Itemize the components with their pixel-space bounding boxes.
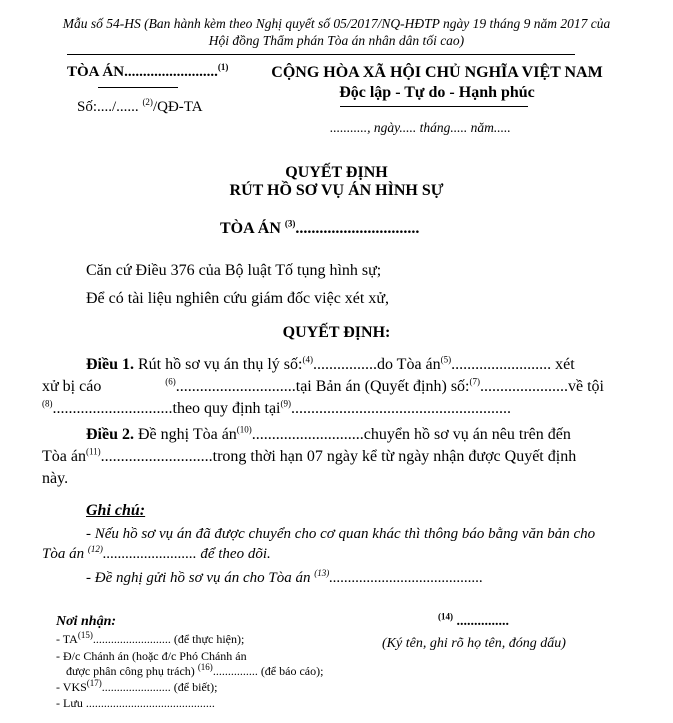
note-1-line-1: - Nếu hồ sơ vụ án đã được chuyển cho cơ quan khác thì thông báo bằng văn bản cho — [86, 526, 596, 542]
form-reference-line-1: Mẫu số 54-HS (Ban hành kèm theo Nghị quyết số 05/2017/NQ-HĐTP ngày 19 tháng 9 năm 2017 của — [62, 16, 611, 31]
issuing-court: TÒA ÁN $^{(3)}$............................... — [220, 218, 420, 237]
motto-underline — [340, 106, 528, 107]
recipient-chief-justice-line-1: - Đ/c Chánh án (hoặc đ/c Phó Chánh án — [56, 649, 247, 663]
article-2-line-1: Điều 2. Đề nghị Tòa $án^{(10)}............................chuyển$ hồ sơ vụ án nêu trên đến — [86, 424, 571, 443]
recipients-title: Nơi nhận: — [56, 614, 117, 629]
recipient-chief-justice-line-2: được phân công phụ trách) $^{(16)}$............... (để báo cáo); — [66, 662, 324, 678]
article-1-line-1: Điều 1. Rút hồ sơ vụ án thụ lý số:$^{(4)}$................do Tòa $án^{(5)}$......................... xét — [86, 354, 575, 373]
national-title: CỘNG HÒA XÃ HỘI CHỦ NGHĨA VIỆT NAM — [271, 64, 603, 81]
recipient-procuracy: - VKS$^{(17)}$....................... (để biết); — [56, 678, 218, 694]
signer-title: $^{(14)}$ ............... — [438, 611, 509, 629]
recipient-court: - TA$^{(15)}$.......................... (để thực hiện); — [56, 630, 245, 646]
decision-subtitle: RÚT HỒ SƠ VỤ ÁN HÌNH SỰ — [229, 182, 444, 199]
basis-line-2: Để có tài liệu nghiên cứu giám đốc việc xét xử, — [86, 290, 390, 307]
article-2-line-2: Tòa $án^{(11)}............................trong$ thời hạn 07 ngày kể từ ngày nhận được Quyết định — [42, 446, 577, 465]
signature-instruction: (Ký tên, ghi rõ họ tên, đóng dấu) — [382, 636, 566, 651]
court-underline — [98, 87, 178, 88]
article-1-line-3: $^{(8)}$..............................theo quy định tại$^{(9)}$....................................................... — [42, 398, 511, 417]
decision-title: QUYẾT ĐỊNH — [285, 164, 388, 181]
basis-line-1: Căn cứ Điều 376 của Bộ luật Tố tụng hình sự; — [86, 262, 382, 279]
article-2-line-3: này. — [42, 470, 69, 487]
header-divider — [67, 54, 575, 55]
note-1-line-2: Tòa án $^{(12)}$......................... để theo dõi. — [42, 544, 271, 562]
decides-heading: QUYẾT ĐỊNH: — [282, 324, 391, 341]
recipient-archive: - Lưu ........................................... — [56, 696, 215, 710]
national-motto: Độc lập - Tự do - Hạnh phúc — [339, 84, 535, 101]
court-name: TÒA ÁN.........................$^{(1)}$ — [67, 62, 229, 80]
notes-title: Ghi chú: — [86, 502, 146, 519]
issue-date: ..........., ngày..... tháng..... năm..... — [330, 120, 511, 135]
decision-number: Số:..../...... $^{(2)}$/QĐ-TA — [77, 97, 203, 115]
article-1-line-2: xử bị cáo $^{(6)}$..............................tại Bản án (Quyết định) số:$^{(7)}$......................về tội — [42, 376, 604, 395]
form-reference-line-2: Hội đồng Thẩm phán Tòa án nhân dân tối cao) — [208, 33, 465, 48]
note-2: - Đề nghị gửi hồ sơ vụ án cho Tòa án $^{(13)}$......................................... — [86, 568, 484, 586]
